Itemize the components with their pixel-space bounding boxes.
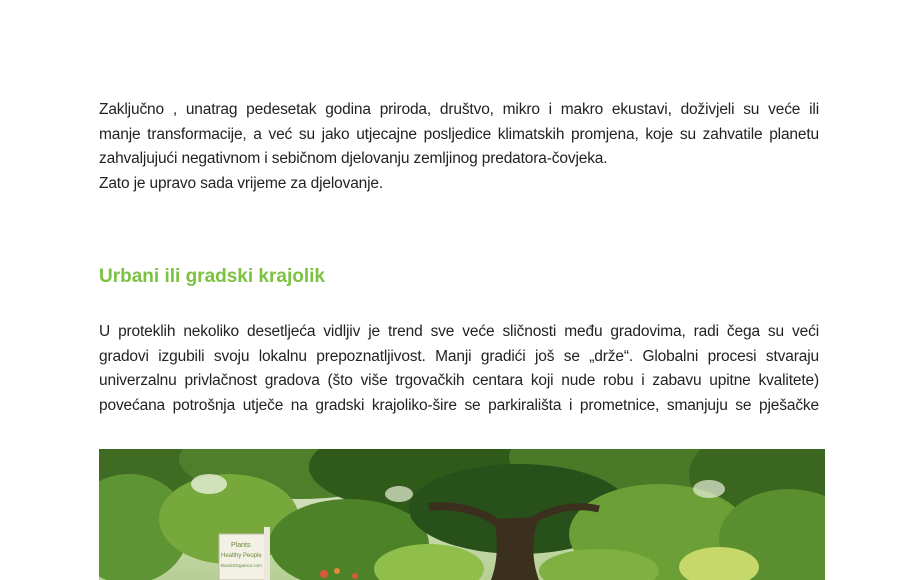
paragraph-line: Zaključno , unatrag pedesetak godina priroda, društvo, mikro i makro ekustavi, doživjeli su veće ili <box>99 101 819 118</box>
sign-text: Plants <box>231 542 251 549</box>
paragraph-line: gradovi izgubili svoju lokalnu prepoznatljivost. Manji gradići još se „drže“. Globalni procesi stvaraju <box>99 347 819 365</box>
paragraph-urban-landscape <box>99 320 819 419</box>
paragraph-line: manje transformacije, a već su jako utjecajne posljedice klimatskih promjena, koje su zahvatile planetu <box>99 125 819 143</box>
paragraph-line: U proteklih nekoliko desetljeća vidljiv je trend sve veće sličnosti među gradovima, radi čega su veći <box>99 323 819 340</box>
photo-illustration <box>99 449 825 580</box>
section-heading: Urbani ili gradski krajolik <box>99 266 325 287</box>
paragraph-line: Zato je upravo sada vrijeme za djelovanje. <box>99 175 384 193</box>
paragraph-line: univerzalnu privlačnost gradova (što više trgovačkih centara koji nude robu i zabavu upitne kvalitete) <box>99 372 819 390</box>
garden-tree-photo <box>99 449 825 580</box>
paragraph-line: zahvaljujući negativnom i sebičnom djelovanju zemljinog predatora-čovjeka. <box>99 150 608 168</box>
sign-text: Healthy People <box>221 553 262 559</box>
paragraph-line: povećana potrošnja utječe na gradski krajoliko-šire se parkirališta i prometnice, smanjuju se pješačke <box>99 397 819 415</box>
paragraph-conclusion <box>99 98 819 197</box>
sign-text: BandoOrganics.com <box>221 563 262 568</box>
